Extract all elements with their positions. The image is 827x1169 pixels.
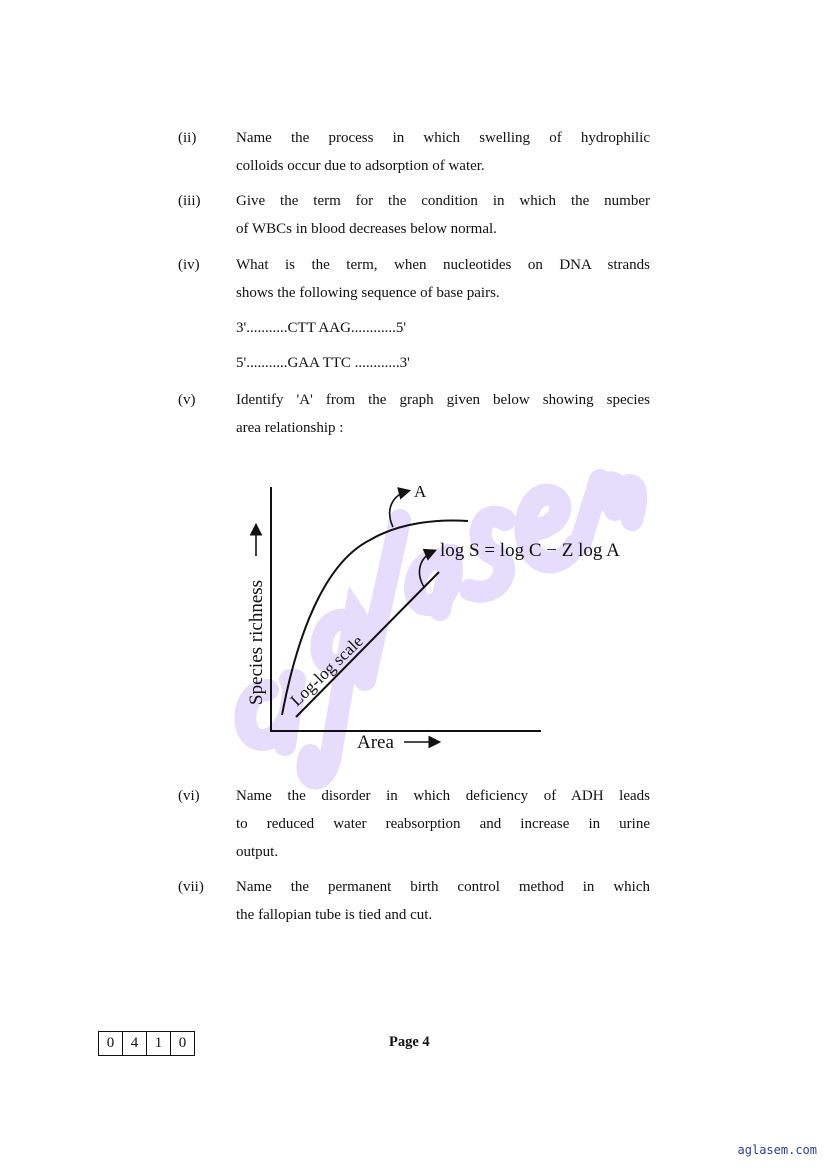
dna-sequence: 3'...........CTT AAG............5' [236, 320, 407, 336]
arrow-equation-icon [419, 551, 434, 587]
dna-sequence: 5'...........GAA TTC ............3' [236, 355, 410, 371]
equation-label: log S = log C − Z log A [440, 540, 620, 561]
question-text: shows the following sequence of base pairs. [236, 285, 500, 301]
code-digit: 1 [147, 1032, 171, 1055]
question-number: (ii) [178, 130, 197, 146]
question-number: (iv) [178, 257, 200, 273]
question-text: What is the term, when nucleotides on DNA strands [236, 257, 650, 273]
log-log-line [296, 572, 439, 717]
code-digit: 0 [99, 1032, 123, 1055]
curve-label-a: A [414, 482, 427, 501]
code-digit: 4 [123, 1032, 147, 1055]
question-number: (vii) [178, 879, 204, 895]
page-number: Page 4 [389, 1034, 430, 1050]
x-axis-label: Area [357, 732, 394, 753]
question-text: Give the term for the condition in which the number [236, 193, 650, 209]
question-text: of WBCs in blood decreases below normal. [236, 221, 497, 237]
site-link[interactable]: aglasem.com [737, 1143, 817, 1157]
question-text: to reduced water reabsorption and increase in urine [236, 816, 650, 832]
question-text: area relationship : [236, 420, 344, 436]
question-text: Name the permanent birth control method in which [236, 879, 650, 895]
y-axis-label: Species richness [246, 579, 267, 705]
question-text: Name the disorder in which deficiency of ADH leads [236, 788, 650, 804]
paper-code-box [98, 1031, 195, 1056]
question-text: Identify 'A' from the graph given below showing species [236, 392, 650, 408]
question-number: (iii) [178, 193, 201, 209]
question-text: colloids occur due to adsorption of water. [236, 158, 485, 174]
question-text: the fallopian tube is tied and cut. [236, 907, 433, 923]
code-digit: 0 [178, 1035, 187, 1051]
question-number: (vi) [178, 788, 200, 804]
question-number: (v) [178, 392, 196, 408]
question-text: Name the process in which swelling of hydrophilic [236, 130, 650, 146]
arrow-a-icon [390, 491, 408, 527]
log-log-scale-label: Log-log scale [286, 631, 367, 710]
question-text: output. [236, 844, 279, 860]
